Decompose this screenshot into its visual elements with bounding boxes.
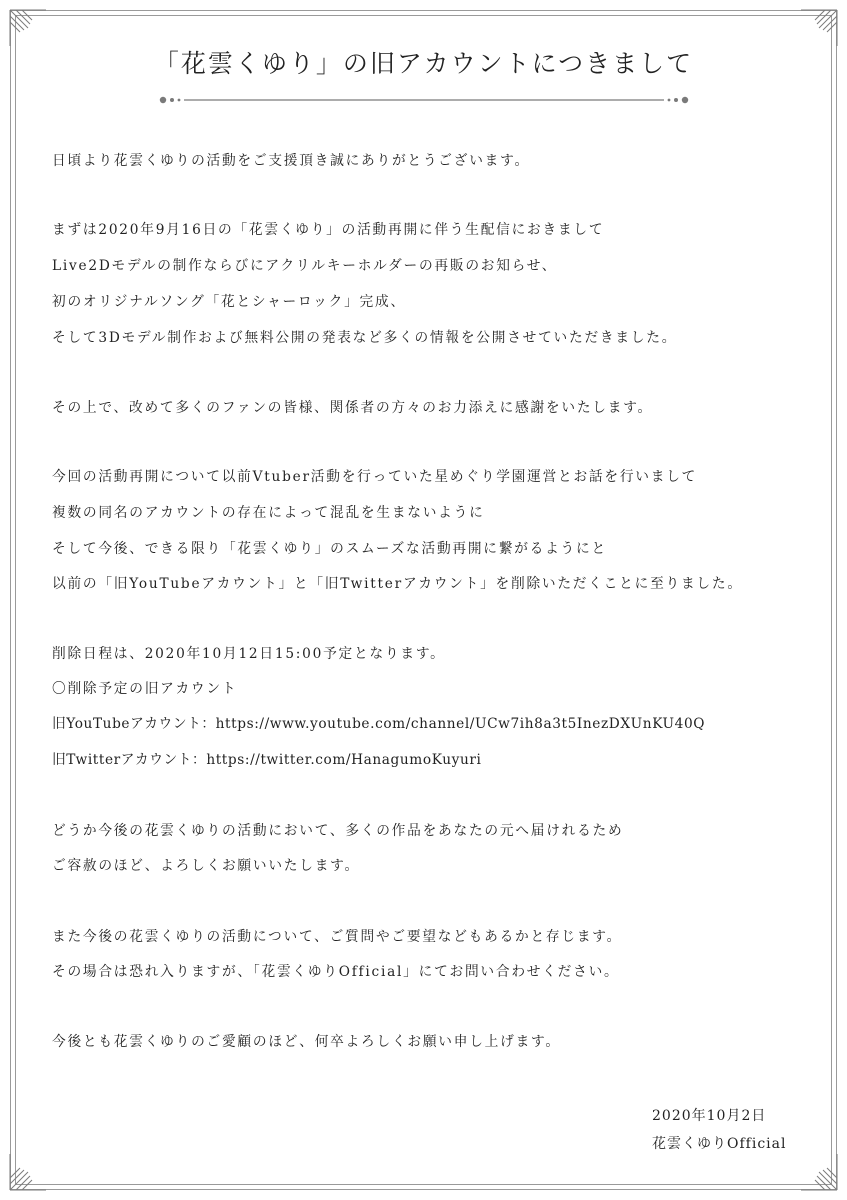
signature-name: 花雲くゆりOfficial — [652, 1136, 787, 1152]
announcement-line-4: そして3Dモデル制作および無料公開の発表など多くの情報を公開させていただきました。 — [52, 330, 678, 346]
closing-line-1: どうか今後の花雲くゆりの活動において、多くの作品をあなたの元へ届けれるため — [52, 823, 624, 839]
inquiry-line-2: その場合は恐れ入りますが、「花雲くゆりOfficial」にてお問い合わせください。 — [52, 964, 620, 980]
closing-line-2: ご容赦のほど、よろしくお願いいたします。 — [52, 858, 360, 874]
announcement-line-2: Live2Dモデルの制作ならびにアクリルキーホルダーの再販のお知らせ、 — [52, 258, 558, 274]
reason-line-4: 以前の「旧YouTubeアカウント」と「旧Twitterアカウント」を削除いただくことに至りました。 — [52, 576, 743, 592]
reason-line-1: 今回の活動再開について以前Vtuber活動を行っていた星めぐり学園運営とお話を行いまして — [52, 469, 698, 485]
announcement-line-3: 初のオリジナルソング「花とシャーロック」完成、 — [52, 294, 406, 310]
final-regards: 今後とも花雲くゆりのご愛顧のほど、何卒よろしくお願い申し上げます。 — [52, 1034, 561, 1050]
signature-date: 2020年10月2日 — [652, 1108, 767, 1124]
announcement-line-1: まずは2020年9月16日の「花雲くゆり」の活動再開に伴う生配信におきまして — [52, 222, 605, 238]
corner-ornament-icon — [6, 1150, 50, 1194]
inner-border — [15, 15, 832, 1185]
title-divider-ornament-icon — [158, 92, 690, 108]
greeting-paragraph: 日頃より花雲くゆりの活動をご支援頂き誠にありがとうございます。 — [52, 153, 530, 169]
reason-line-3: そして今後、できる限り「花雲くゆり」のスムーズな活動再開に繋がるようにと — [52, 541, 607, 557]
reason-line-2: 複数の同名のアカウントの存在によって混乱を生まないように — [52, 505, 485, 521]
inquiry-line-1: また今後の花雲くゆりの活動について、ご質問やご要望などもあるかと存じます。 — [52, 929, 623, 945]
corner-ornament-icon — [797, 1150, 841, 1194]
page-title: 「花雲くゆり」の旧アカウントにつきまして — [153, 49, 694, 78]
old-youtube-account-link: 旧YouTubeアカウント：https://www.youtube.com/channel/UCw7ih8a3t5InezDXUnKU40Q — [52, 716, 706, 732]
thanks-paragraph: その上で、改めて多くのファンの皆様、関係者の方々のお力添えに感謝をいたします。 — [52, 400, 654, 416]
old-twitter-account-link: 旧Twitterアカウント：https://twitter.com/HanagumoKuyuri — [52, 752, 482, 768]
deletion-date: 削除日程は、2020年10月12日15:00予定となります。 — [52, 646, 446, 662]
deletion-heading: 〇削除予定の旧アカウント — [52, 681, 238, 697]
